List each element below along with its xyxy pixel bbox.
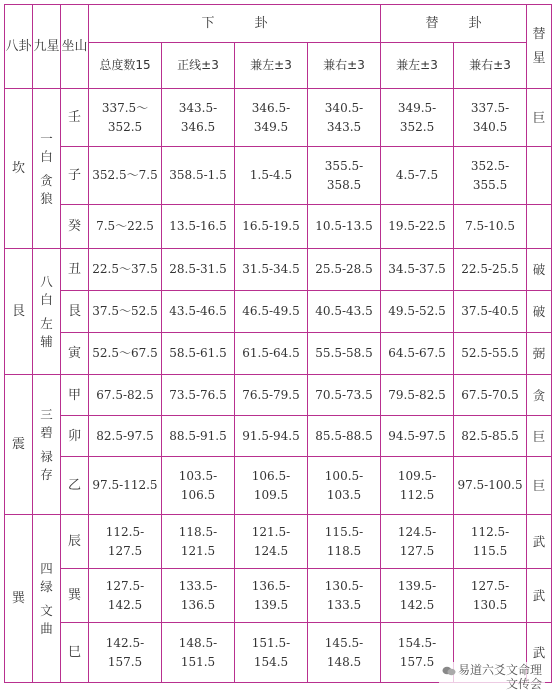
table-row <box>5 333 552 375</box>
header-tigua-text-1: 替 <box>425 16 439 31</box>
degree-value: 37.5-40.5 <box>461 304 519 318</box>
degree-cell <box>381 515 454 569</box>
degree-value: 109.5- 112.5 <box>397 468 437 502</box>
degree-cell <box>308 515 381 569</box>
degree-cell <box>454 291 527 333</box>
degree-cell <box>454 515 527 569</box>
degree-cell <box>235 515 308 569</box>
degree-cell <box>162 249 235 291</box>
degree-cell <box>381 375 454 416</box>
degree-cell <box>381 333 454 375</box>
degree-value: 337.5～ 352.5 <box>101 100 149 134</box>
degree-value: 1.5-4.5 <box>249 168 293 182</box>
mountain-name: 乙 <box>67 478 81 493</box>
degree-value: 88.5-91.5 <box>169 428 227 443</box>
replacement-star: 贪 <box>532 387 546 403</box>
trigram-name: 巽 <box>11 591 25 606</box>
degree-cell <box>308 147 381 205</box>
header-col-jianzuo-text: 兼左±3 <box>250 58 292 72</box>
degree-cell <box>308 416 381 457</box>
header-col-jianzuo <box>235 43 308 89</box>
mountain-name: 辰 <box>67 534 81 549</box>
star-number: 三碧 <box>40 406 53 440</box>
mountain-cell <box>61 457 89 515</box>
nine-star-cell <box>33 515 61 683</box>
degree-cell <box>89 569 162 623</box>
replacement-star: 武 <box>532 534 546 549</box>
degree-value: 100.5- 103.5 <box>324 468 364 502</box>
degree-value: 70.5-73.5 <box>315 387 373 402</box>
degree-value: 16.5-19.5 <box>242 219 300 233</box>
replacement-star: 弼 <box>532 346 546 361</box>
mountain-cell <box>61 333 89 375</box>
table-row <box>5 205 552 249</box>
degree-cell <box>235 457 308 515</box>
degree-value: 76.5-79.5 <box>242 387 300 402</box>
table-row <box>5 515 552 569</box>
mountain-cell <box>61 89 89 147</box>
degree-value: 55.5-58.5 <box>315 346 373 360</box>
degree-cell <box>308 569 381 623</box>
degree-value: 340.5- 343.5 <box>324 100 364 134</box>
degree-cell <box>235 249 308 291</box>
degree-cell <box>454 457 527 515</box>
header-zuoshan <box>61 5 89 89</box>
degree-value: 106.5- 109.5 <box>251 468 291 502</box>
degree-cell <box>162 375 235 416</box>
degree-value: 124.5- 127.5 <box>397 524 437 558</box>
degree-cell <box>308 623 381 683</box>
degree-cell <box>381 457 454 515</box>
degree-cell <box>89 375 162 416</box>
degree-value: 67.5-82.5 <box>96 387 154 402</box>
degree-cell <box>235 89 308 147</box>
degree-cell <box>381 147 454 205</box>
degree-cell <box>162 515 235 569</box>
header-col-jianyou-text: 兼右±3 <box>323 58 365 72</box>
degree-value: 127.5- 142.5 <box>105 578 145 612</box>
degree-cell <box>381 291 454 333</box>
replacement-star-cell <box>527 333 552 375</box>
degree-value: 139.5- 142.5 <box>397 578 437 612</box>
nine-star-cell <box>33 375 61 515</box>
header-col-ti-jianzuo <box>381 43 454 89</box>
header-col-ti-jianyou <box>454 43 527 89</box>
degree-value: 28.5-31.5 <box>169 262 227 276</box>
degree-cell <box>235 375 308 416</box>
trigram-name: 震 <box>11 437 25 452</box>
mountain-name: 壬 <box>67 110 81 125</box>
mountain-cell <box>61 623 89 683</box>
header-col-total <box>89 43 162 89</box>
header-tigua <box>381 5 527 43</box>
degree-cell <box>89 333 162 375</box>
degree-cell <box>454 89 527 147</box>
degree-value: 349.5- 352.5 <box>397 100 437 134</box>
header-jiuxing <box>33 5 61 89</box>
replacement-star-cell <box>527 147 552 205</box>
mountain-cell <box>61 416 89 457</box>
header-col-ti-jianyou-text: 兼右±3 <box>469 58 511 72</box>
replacement-star: 武 <box>532 645 546 660</box>
star-name: 禄存 <box>40 448 53 482</box>
degree-value: 67.5-70.5 <box>461 387 519 402</box>
degree-value: 103.5- 106.5 <box>178 468 218 502</box>
degree-value: 127.5- 130.5 <box>470 578 510 612</box>
trigram-cell <box>5 515 33 683</box>
degree-value: 97.5-100.5 <box>457 478 523 492</box>
degree-value: 154.5- 157.5 <box>397 635 437 669</box>
degree-value: 34.5-37.5 <box>388 262 446 276</box>
mountain-cell <box>61 515 89 569</box>
replacement-star: 武 <box>532 588 546 603</box>
degree-value: 58.5-61.5 <box>169 346 227 360</box>
trigram-cell <box>5 375 33 515</box>
degree-cell <box>89 147 162 205</box>
table-row <box>5 291 552 333</box>
degree-cell <box>381 89 454 147</box>
star-number: 一白 <box>40 130 53 164</box>
replacement-star-cell <box>527 205 552 249</box>
degree-value: 85.5-88.5 <box>315 428 373 443</box>
degree-value: 22.5-25.5 <box>461 262 519 276</box>
mountain-name: 艮 <box>67 304 81 319</box>
degree-cell <box>381 205 454 249</box>
trigram-name: 艮 <box>11 304 25 319</box>
replacement-star: 巨 <box>532 478 546 493</box>
degree-value: 151.5- 154.5 <box>251 635 291 669</box>
replacement-star-cell <box>527 291 552 333</box>
degree-cell <box>89 291 162 333</box>
header-bagua <box>5 5 33 89</box>
table-row <box>5 457 552 515</box>
degree-value: 148.5- 151.5 <box>178 635 218 669</box>
degree-cell <box>162 147 235 205</box>
header-col-total-text: 总度数15 <box>99 58 151 72</box>
degree-cell <box>454 569 527 623</box>
degree-cell <box>454 205 527 249</box>
degree-value: 355.5- 358.5 <box>324 158 364 192</box>
nine-star-cell <box>33 89 61 249</box>
header-jiuxing-text: 九星 <box>33 39 60 54</box>
star-name: 贪狼 <box>40 172 53 206</box>
trigram-name: 坎 <box>11 161 25 176</box>
watermark <box>439 662 545 692</box>
degree-value: 25.5-28.5 <box>315 262 373 276</box>
mountain-cell <box>61 375 89 416</box>
degree-cell <box>162 623 235 683</box>
degree-cell <box>308 333 381 375</box>
degree-cell <box>235 147 308 205</box>
degree-value: 31.5-34.5 <box>242 262 300 276</box>
degree-cell <box>308 249 381 291</box>
degree-cell <box>454 416 527 457</box>
mountain-cell <box>61 249 89 291</box>
degree-value: 73.5-76.5 <box>169 387 227 402</box>
degree-value: 37.5～52.5 <box>92 304 158 318</box>
mountain-name: 卯 <box>67 428 81 444</box>
replacement-star-cell <box>527 249 552 291</box>
degree-value: 40.5-43.5 <box>315 304 373 318</box>
degree-cell <box>162 569 235 623</box>
degree-value: 91.5-94.5 <box>242 428 300 443</box>
degree-cell <box>235 205 308 249</box>
replacement-star-cell <box>527 515 552 569</box>
degree-cell <box>89 457 162 515</box>
degree-cell <box>162 457 235 515</box>
degree-value: 145.5- 148.5 <box>324 635 364 669</box>
degree-value: 4.5-7.5 <box>395 168 439 182</box>
degree-value: 343.5- 346.5 <box>178 100 218 134</box>
mountain-cell <box>61 205 89 249</box>
degree-cell <box>308 205 381 249</box>
replacement-star: 巨 <box>532 110 546 125</box>
trigram-cell <box>5 249 33 375</box>
degree-cell <box>454 333 527 375</box>
table-row <box>5 375 552 416</box>
degree-value: 130.5- 133.5 <box>324 578 364 612</box>
degree-value: 115.5- 118.5 <box>324 524 364 558</box>
degree-value: 346.5- 349.5 <box>251 100 291 134</box>
degree-value: 97.5-112.5 <box>92 478 158 492</box>
replacement-star-cell <box>527 89 552 147</box>
degree-cell <box>381 249 454 291</box>
degree-cell <box>162 416 235 457</box>
degree-value: 337.5- 340.5 <box>470 100 510 134</box>
degree-cell <box>454 249 527 291</box>
degree-value: 19.5-22.5 <box>388 219 446 233</box>
degree-cell <box>89 416 162 457</box>
mountain-name: 癸 <box>67 219 81 234</box>
degree-value: 112.5- 115.5 <box>470 524 510 558</box>
table-row <box>5 249 552 291</box>
degree-cell <box>235 569 308 623</box>
table-row <box>5 147 552 205</box>
wechat-icon <box>442 666 456 676</box>
degree-value: 46.5-49.5 <box>242 304 300 318</box>
mountain-name: 甲 <box>67 387 81 403</box>
mountain-name: 子 <box>67 168 81 183</box>
degree-cell <box>235 333 308 375</box>
header-col-zhengxian-text: 正线±3 <box>177 58 219 72</box>
degree-cell <box>162 205 235 249</box>
table-row <box>5 569 552 623</box>
degree-cell <box>454 147 527 205</box>
degree-value: 52.5-55.5 <box>461 346 519 360</box>
degree-value: 82.5-85.5 <box>461 428 519 443</box>
header-tigua-text-2: 卦 <box>468 16 482 31</box>
table-row <box>5 89 552 147</box>
degree-value: 121.5- 124.5 <box>251 524 291 558</box>
degree-cell <box>89 623 162 683</box>
degree-value: 358.5-1.5 <box>169 168 227 182</box>
header-col-zhengxian <box>162 43 235 89</box>
degree-cell <box>381 416 454 457</box>
degree-value: 13.5-16.5 <box>169 219 227 233</box>
degree-value: 10.5-13.5 <box>315 219 373 233</box>
degree-cell <box>454 375 527 416</box>
replacement-star-cell <box>527 569 552 623</box>
degree-value: 49.5-52.5 <box>388 304 446 318</box>
watermark-line1: 易道六爻文命理 <box>457 663 542 677</box>
header-tixing-text: 替星 <box>532 26 546 66</box>
header-col-ti-jianzuo-text: 兼左±3 <box>396 58 438 72</box>
mountain-name: 巽 <box>67 588 81 603</box>
header-zuoshan-text: 坐山 <box>61 39 88 54</box>
degree-value: 7.5～22.5 <box>96 219 154 233</box>
star-number: 四绿 <box>40 560 53 594</box>
header-tixing <box>527 5 552 89</box>
degree-value: 61.5-64.5 <box>242 346 300 360</box>
degree-value: 352.5- 355.5 <box>470 158 510 192</box>
bagua-degree-table <box>4 4 552 683</box>
header-xiagua-text-1: 下 <box>201 16 215 31</box>
degree-cell <box>162 291 235 333</box>
header-xiagua <box>89 5 381 43</box>
degree-cell <box>162 333 235 375</box>
mountain-cell <box>61 291 89 333</box>
trigram-cell <box>5 89 33 249</box>
degree-cell <box>235 416 308 457</box>
header-bagua-text: 八卦 <box>5 39 32 54</box>
table-row <box>5 416 552 457</box>
degree-cell <box>308 457 381 515</box>
star-name: 文曲 <box>40 602 53 636</box>
degree-value: 7.5-10.5 <box>465 219 515 233</box>
degree-cell <box>235 291 308 333</box>
replacement-star: 破 <box>532 262 546 277</box>
degree-value: 133.5- 136.5 <box>178 578 218 612</box>
star-number: 八白 <box>40 273 53 307</box>
degree-cell <box>89 515 162 569</box>
degree-value: 136.5- 139.5 <box>251 578 291 612</box>
table-wrapper <box>4 4 551 694</box>
degree-cell <box>381 569 454 623</box>
mountain-name: 巳 <box>67 645 81 660</box>
mountain-name: 丑 <box>67 262 81 277</box>
degree-value: 94.5-97.5 <box>388 428 446 443</box>
degree-value: 112.5- 127.5 <box>105 524 145 558</box>
degree-value: 43.5-46.5 <box>169 304 227 318</box>
degree-cell <box>308 291 381 333</box>
replacement-star-cell <box>527 457 552 515</box>
degree-value: 352.5～7.5 <box>92 168 158 182</box>
degree-value: 64.5-67.5 <box>388 346 446 360</box>
mountain-name: 寅 <box>67 346 81 361</box>
replacement-star: 巨 <box>532 428 546 444</box>
replacement-star: 破 <box>532 304 546 319</box>
degree-value: 79.5-82.5 <box>388 387 446 402</box>
degree-value: 118.5- 121.5 <box>178 524 218 558</box>
watermark-line2: 文传会 <box>505 677 542 691</box>
degree-value: 52.5～67.5 <box>92 346 158 360</box>
degree-cell <box>308 89 381 147</box>
header-xiagua-text-2: 卦 <box>254 16 268 31</box>
degree-cell <box>308 375 381 416</box>
degree-value: 22.5～37.5 <box>92 262 158 276</box>
degree-cell <box>89 205 162 249</box>
degree-cell <box>89 89 162 147</box>
degree-cell <box>235 623 308 683</box>
replacement-star-cell <box>527 416 552 457</box>
mountain-cell <box>61 569 89 623</box>
star-name: 左辅 <box>40 315 53 349</box>
degree-value: 82.5-97.5 <box>96 428 154 443</box>
degree-cell <box>162 89 235 147</box>
degree-value: 142.5- 157.5 <box>105 635 145 669</box>
header-col-jianyou <box>308 43 381 89</box>
replacement-star-cell <box>527 375 552 416</box>
nine-star-cell <box>33 249 61 375</box>
degree-cell <box>89 249 162 291</box>
mountain-cell <box>61 147 89 205</box>
